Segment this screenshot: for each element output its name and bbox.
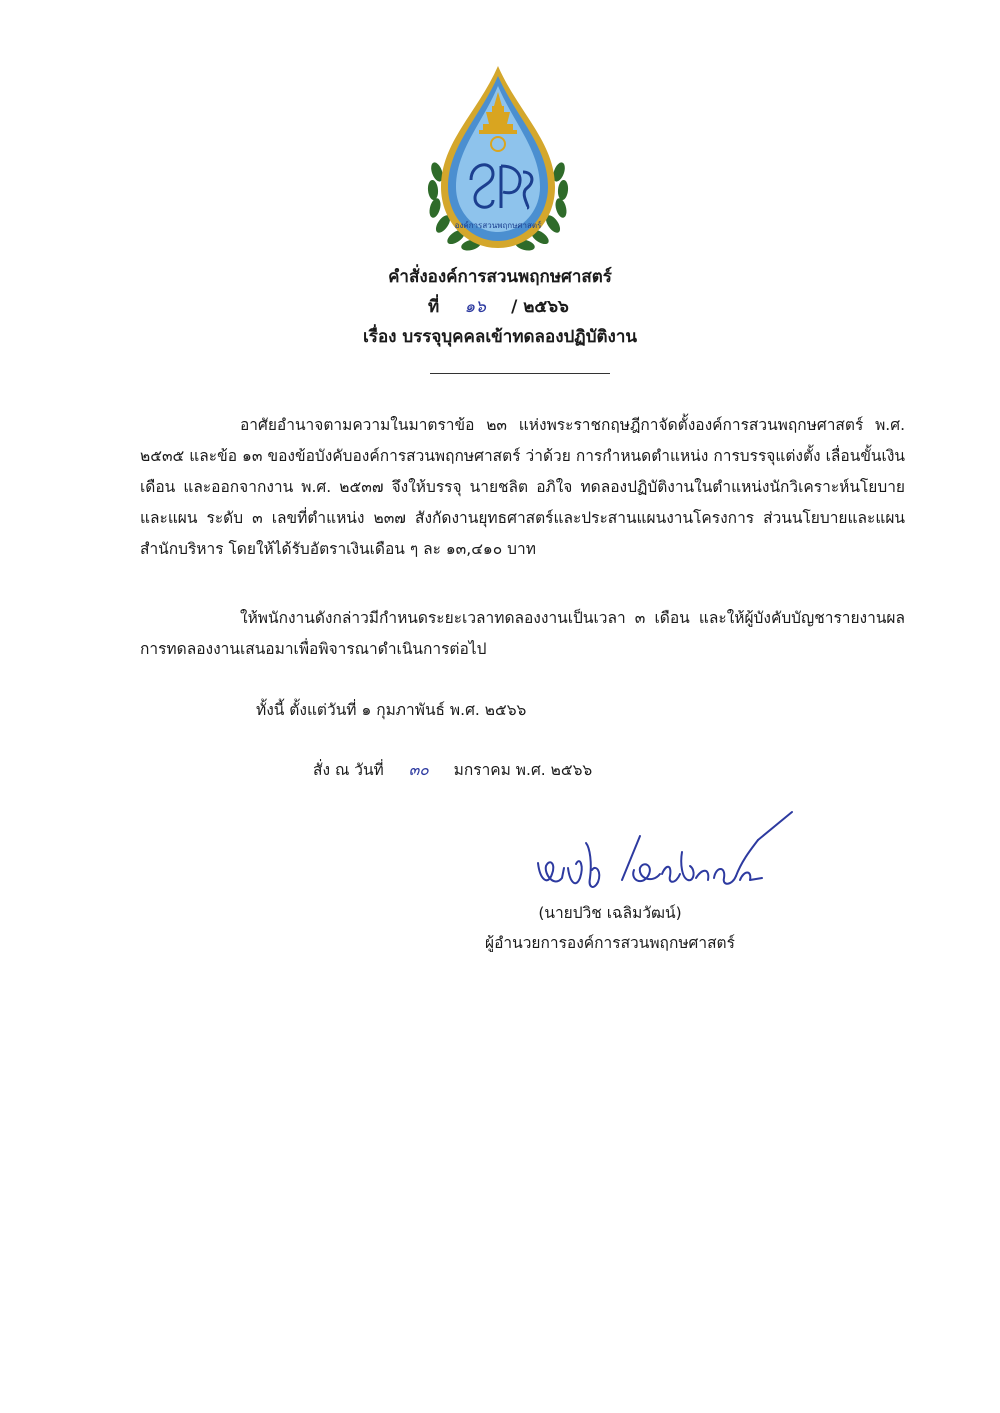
document-title: คำสั่งองค์การสวนพฤกษศาสตร์ (388, 267, 612, 287)
signer-position: ผู้อำนวยการองค์การสวนพฤกษศาสตร์ (485, 934, 735, 952)
header-divider (430, 373, 610, 374)
effective-date: ทั้งนี้ ตั้งแต่วันที่ ๑ กุมภาพันธ์ พ.ศ. ๒๕๖๖ (256, 701, 527, 719)
organization-logo (423, 62, 573, 257)
order-date (313, 757, 592, 783)
body-paragraph-2: ให้พนักงานดังกล่าวมีกำหนดระยะเวลาทดลองงานเป็นเวลา ๓ เดือน และให้ผู้บังคับบัญชารายงานผลการทดลองงานเสนอมาเพื่อพิจารณาดำเนินการต่อไป (140, 609, 905, 658)
logo-text: องค์การสวนพฤกษศาสตร์ (454, 221, 542, 230)
body-paragraph-1: อาศัยอำนาจตามความในมาตราข้อ ๒๓ แห่งพระราชกฤษฎีกาจัดตั้งองค์การสวนพฤกษศาสตร์ พ.ศ. ๒๕๓๕ และข้อ ๑๓ ของข้อบังคับองค์การสวนพฤกษศาสตร์ ว่าด้วย การกำหนดตำแหน่ง การบรรจุแต่งตั้ง เลื่อนขั้นเงินเดือน และออกจากงาน พ.ศ. ๒๕๓๗ จึงให้บรรจุ นายชลิต อภิใจ ทดลองปฏิบัติงานในตำแหน่งนักวิเคราะห์นโยบายและแผน ระดับ ๓ เลขที่ตำแหน่ง ๒๓๗ สังกัดงานยุทธศาสตร์และประสานแผนงานโครงการ ส่วนนโยบายและแผน สำนักบริหาร โดยให้ได้รับอัตราเงินเดือน ๆ ละ ๑๓,๔๑๐ บาท (140, 416, 905, 558)
handwritten-day: ๓๐ (408, 761, 429, 779)
signer-name: (นายปวิช เฉลิมวัฒน์) (538, 904, 682, 922)
number-label: ที่ (428, 297, 440, 317)
order-number (428, 296, 569, 318)
handwritten-number: ๑๖ (464, 297, 486, 317)
document-subject: เรื่อง บรรจุบุคคลเข้าทดลองปฏิบัติงาน (363, 327, 637, 347)
order-date-prefix: สั่ง ณ วันที่ (313, 761, 384, 779)
handwritten-signature (530, 808, 800, 903)
number-year: / ๒๕๖๖ (511, 297, 569, 317)
order-date-suffix: มกราคม พ.ศ. ๒๕๖๖ (453, 761, 593, 779)
